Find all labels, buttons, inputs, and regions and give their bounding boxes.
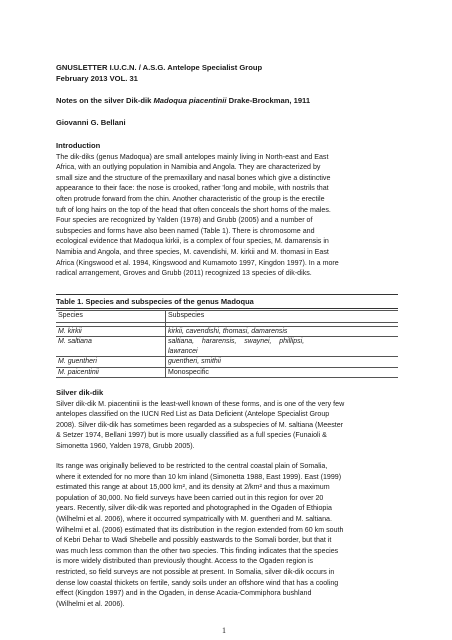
intro-body xyxy=(56,152,398,279)
species-cell: M. guentheri xyxy=(56,357,166,367)
range-line: (Wilhelmi et al. 2006), where it occurred sympatrically with M. guentheri and M. saltiana. xyxy=(56,514,332,523)
intro-line: small size and the structure of the premaxillary and nasal bones which give a distinctive xyxy=(56,173,331,182)
column-header-species: Species xyxy=(56,311,166,323)
table-row xyxy=(56,337,398,357)
range-line: population of 30,000. No field surveys have been carried out in this region for over 20 xyxy=(56,493,324,502)
silver-line: 2008). Silver dik-dik has sometimes been regarded as a subspecies of M. saltiana (Meester xyxy=(56,420,344,429)
range-line: years. Recently, silver dik-dik was reported and photographed in the Ogaden of Ethiopia xyxy=(56,504,332,513)
intro-heading: Introduction xyxy=(56,141,101,150)
range-line: (Wilhelmi et al. 2006). xyxy=(56,599,125,608)
range-section xyxy=(56,461,398,609)
range-line: of Kebri Dehar to Wadi Shebelle and possibly eastwards to the Somali border, but that it xyxy=(56,536,332,545)
table-caption: Table 1. Species and subspecies of the genus Madoqua xyxy=(56,294,398,309)
subspecies-cell: kirkii, cavendishi, thomasi, damarensis xyxy=(166,327,399,337)
subspecies-text: lawrancei xyxy=(168,347,198,355)
silver-body xyxy=(56,399,398,452)
intro-line: Four species are recognized by Yalden (1978) and Grubb (2005) and a number of xyxy=(56,216,313,225)
title-prefix: Notes on the silver Dik-dik xyxy=(56,96,154,105)
article-title xyxy=(56,96,310,106)
title-species: Madoqua piacentinii xyxy=(153,96,227,105)
subspecies-cell: Monospecific xyxy=(166,367,399,377)
author: Giovanni G. Bellani xyxy=(56,118,126,127)
table-row xyxy=(56,357,398,367)
intro-line: Africa, with an outlying population in Namibia and Angola. They are characterized by xyxy=(56,163,321,172)
range-line: dense low coastal thickets on fertile, sandy soils under an offshore wind that has a cooling xyxy=(56,578,339,587)
species-table xyxy=(56,310,398,378)
intro-section xyxy=(56,141,398,279)
intro-line: subspecies and forms have also been named (Table 1). There is chromosome and xyxy=(56,226,315,235)
newsletter-title: GNUSLETTER I.U.C.N. / A.S.G. Antelope Specialist Group xyxy=(56,63,263,72)
intro-line: Namibia and Angola, and three species, M. cavendishi, M. kirkii and M. thomasi in East xyxy=(56,247,329,256)
page-number: 1 xyxy=(222,626,226,635)
range-line: was much less common than the other two species. This finding indicates that the species xyxy=(56,546,339,555)
intro-line: appearance to their face: the nose is crooked, rather 'long and mobile, with nostrils that xyxy=(56,184,329,193)
table-header-row xyxy=(56,311,398,323)
intro-line: ecological evidence that Madoqua kirkii, is a complex of four species, M. damarensis in xyxy=(56,237,329,246)
subspecies-cell: guentheri, smithii xyxy=(166,357,399,367)
column-header-subspecies: Subspecies xyxy=(166,311,399,323)
intro-line: often protrude forward from the chin. Another characteristic of the group is the erectile xyxy=(56,194,325,203)
table-row xyxy=(56,367,398,377)
intro-line: Africa (Kingswood et al. 1994, Kingswood and Kumamoto 1997, Kingdon 1997). In a more xyxy=(56,258,339,267)
table-row xyxy=(56,327,398,337)
range-line: Wilhelmi et al. (2006) estimated that its distribution in the region extended from 60 km south xyxy=(56,525,344,534)
species-cell: M. saltiana xyxy=(56,337,166,357)
subspecies-cell xyxy=(166,337,399,357)
title-suffix: Drake-Brockman, 1911 xyxy=(226,96,311,105)
species-cell: M. kirkii xyxy=(56,327,166,337)
silver-heading: Silver dik-dik xyxy=(56,388,104,397)
range-line: restricted, so field surveys are not possible at present. In Somalia, silver dik-dik occurs in xyxy=(56,567,335,576)
subspecies-text: saltiana, hararensis, swaynei, phillipsi, xyxy=(168,338,305,346)
intro-line: tuft of long hairs on the top of the head that often conceals the short horns of the males. xyxy=(56,205,331,214)
intro-line: The dik-diks (genus Madoqua) are small antelopes mainly living in North-east and East xyxy=(56,152,329,161)
range-line: Its range was originally believed to be restricted to the central coastal plain of Somalia, xyxy=(56,462,328,470)
silver-line: Silver dik-dik M. piacentinii is the least-well known of these forms, and is one of the very few xyxy=(56,399,345,408)
range-line: where it extended for no more than 10 km inland (Simonetta 1988, East 1999). East (1999) xyxy=(56,472,342,481)
species-cell: M. paicentinii xyxy=(56,367,166,377)
silver-line: antelopes classified on the IUCN Red List as Data Deficient (Antelope Specialist Group xyxy=(56,410,330,419)
range-line: effect (Kingdon 1997) and in the Ogaden, in dense Acacia-Commiphora bushland xyxy=(56,589,312,598)
silver-line: Simonetta 1960, Yalden 1978, Grubb 2005). xyxy=(56,441,195,450)
range-body xyxy=(56,461,398,609)
range-line: estimated this range at about 15,000 km², and its density at 2/km² and thus a maximum xyxy=(56,483,330,492)
range-line: is more widely distributed than previously thought. Access to the Ogaden region is xyxy=(56,557,314,566)
silver-section xyxy=(56,388,398,452)
intro-line: radical arrangement, Groves and Grubb (2011) recognized 13 species of dik-diks. xyxy=(56,269,312,278)
silver-line: & Setzer 1974, Bellani 1997) but is more usually classified as a full species (Funaioli & xyxy=(56,431,327,440)
issue-line: February 2013 VOL. 31 xyxy=(56,74,138,83)
